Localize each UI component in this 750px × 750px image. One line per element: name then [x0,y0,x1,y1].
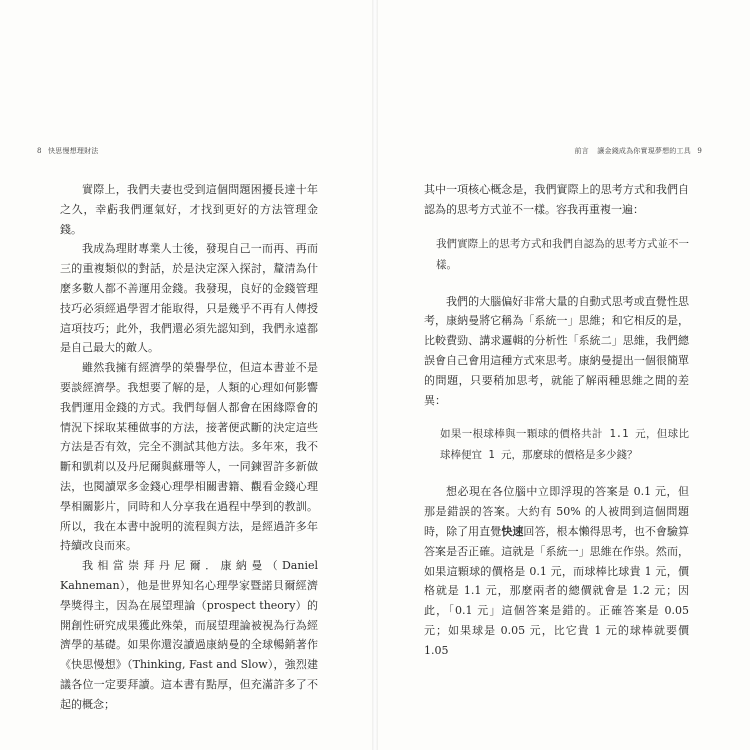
section-label: 前言 [574,147,589,155]
paragraph: 我成為理財專業人士後，發現自己一而再、再而三的重複類似的對話，於是決定深入探討，釐清為什麼多數人都不善運用金錢。我發現，良好的金錢管理技巧必須經過學習才能取得，只是幾乎不再有人傳授這項技巧；此外，我們還必須先認知到，我們永遠都是自己最大的敵人。 [60,242,318,355]
left-page-number: 8 [37,147,42,155]
paragraph-text: 想必現在各位腦中立即浮現的答案是 0.1 元，但那是錯誤的答案。大約有 50% 的人被問到這個問題時，除了用直覺 [424,485,689,538]
left-running-header [33,146,99,156]
paragraph: 我相當崇拜丹尼爾．康納曼（Daniel Kahneman），他是世界知名心理學家暨諾貝爾經濟學獎得主，因為在展望理論（prospect theory）的開創性研究成果獲此殊榮，而展望理論被視為行為經濟學的基礎。如果你還沒讀過康納曼的全球暢銷著作《快思慢想》（Thinking, Fast and Slow），強烈建議各位一定要拜讀。這本書有點厚，但充滿許多了不起的概念； [60,559,318,711]
book-title: 快思慢想理財法 [48,147,99,155]
right-page-number: 9 [697,147,702,155]
right-running-header [574,146,706,156]
paragraph: 其中一項核心概念是，我們實際上的思考方式和我們自認為的思考方式並不一樣。容我再重複一遍： [424,183,689,216]
block-quote: 如果一根球棒與一顆球的價格共計 1.1 元，但球比球棒便宜 1 元，那麼球的價格是多少錢？ [440,428,689,462]
paragraph [424,482,689,660]
paragraph: 雖然我擁有經濟學的榮譽學位，但這本書並不是要談經濟學。我想要了解的是，人類的心理如何影響我們運用金錢的方式。我們每個人都會在困緣際會的情況下採取某種做事的方法，接著便武斷的決定這些方法是否有效，完全不測試其他方法。多年來，我不斷和凱莉以及丹尼爾與蘇珊等人，一同鍊習許多新做法，也閱讀眾多金錢心理學相關書籍、觀看金錢心理學相關影片，同時和人分享我在過程中學到的教訓。所以，我在本書中說明的流程與方法，是經過許多年持續改良而來。 [60,361,318,553]
block-quote: 我們實際上的思考方式和我們自認為的思考方式並不一樣。 [436,237,689,271]
paragraph: 我們的大腦偏好非常大量的自動式思考或直覺性思考，康納曼將它稱為「系統一」思維；和它相反的是，比較費勁、講求邏輯的分析性「系統二」思維，我們總誤會自己會用這種方式來思考。康納曼提出一個很簡單的問題，只要稍加思考，就能了解兩種思維之間的差異： [424,294,689,407]
chapter-title: 讓金錢成為你實現夢想的工具 [597,147,691,155]
left-page-body [60,180,318,715]
right-page-body [424,180,689,661]
paragraph: 實際上，我們夫妻也受到這個問題困擾長達十年之久，幸虧我們運氣好，才找到更好的方法管理金錢。 [60,183,318,236]
left-page [0,0,372,750]
paragraph-text: 回答，根本懶得思考，也不會驗算答案是否正確。這就是「系統一」思維在作祟。然而，如果這顆球的價格是 0.1 元，而球棒比球貴 1 元，價格就是 1.1 元，那麼兩者的總價就會是 1.2 元；因此，「0.1 元」這個答案是錯的。正確答案是 0.05 元；如果球是 0.05 元，比它貴 1 元的球棒就要價 1.05 [424,524,690,657]
right-page [378,0,750,750]
bold-emphasis: 快速 [501,524,524,538]
